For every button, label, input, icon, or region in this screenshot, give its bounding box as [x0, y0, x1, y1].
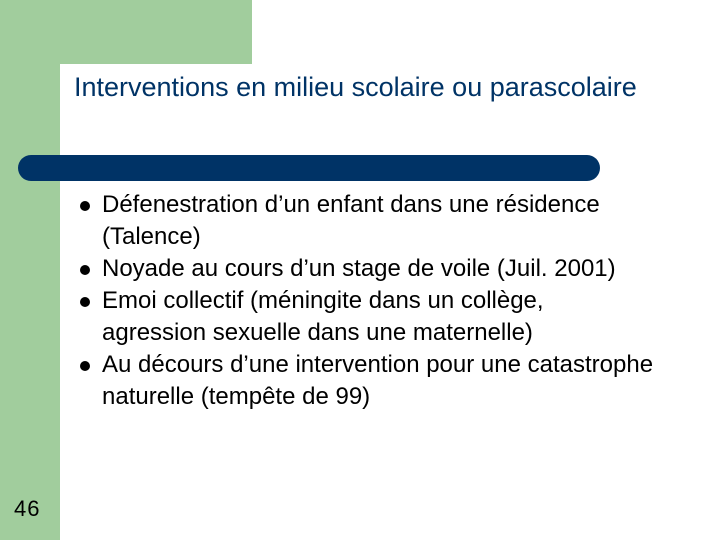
bullet-item — [74, 285, 654, 349]
bullet-list — [74, 189, 654, 413]
slide-title: Interventions en milieu scolaire ou parascolaire — [74, 72, 637, 102]
bullet-dot-icon — [80, 265, 90, 275]
bullet-item — [74, 349, 654, 413]
bullet-dot-icon — [80, 361, 90, 371]
bullet-text: Emoi collectif (méningite dans un collège, agression sexuelle dans une maternelle) — [102, 287, 544, 346]
bullet-dot-icon — [80, 297, 90, 307]
bullet-text: Défenestration d’un enfant dans une résidence (Talence) — [102, 191, 600, 250]
bullet-dot-icon — [80, 201, 90, 211]
decorative-green-side-band — [0, 0, 60, 540]
title-divider-bar — [18, 155, 600, 181]
slide-page-number: 46 — [14, 496, 41, 521]
bullet-text: Noyade au cours d’un stage de voile (Juil. 2001) — [102, 255, 616, 282]
bullet-text: Au décours d’une intervention pour une catastrophe naturelle (tempête de 99) — [102, 351, 654, 410]
bullet-item — [74, 189, 654, 253]
bullet-item — [74, 253, 654, 285]
